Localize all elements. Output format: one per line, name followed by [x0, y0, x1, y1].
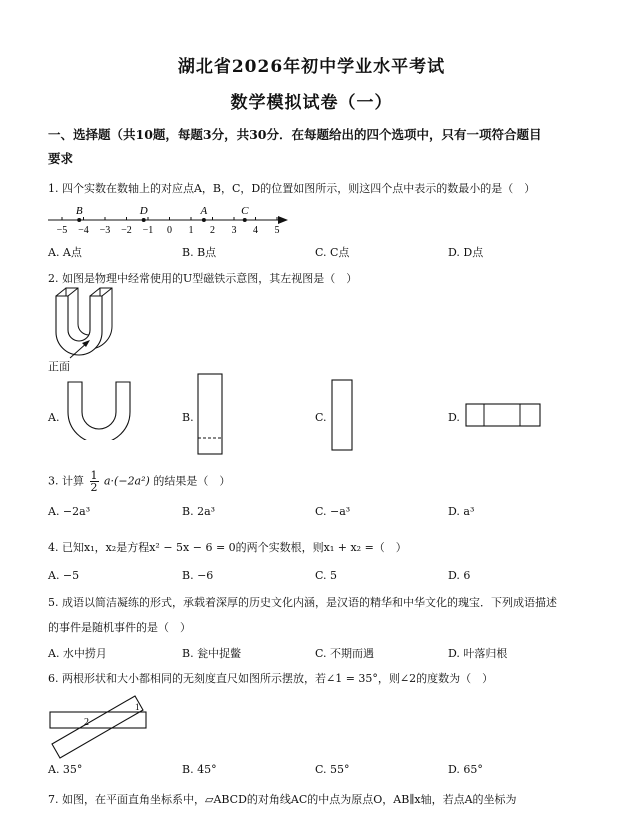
- option-c-rectangle[interactable]: [330, 378, 356, 454]
- question-7-stem: 7. 如图，在平面直角坐标系中，▱ABCD的对角线AC的中点为原点O，AB∥x轴，若点A的坐标为: [48, 793, 517, 806]
- q2-option-d-letter[interactable]: D.: [448, 411, 460, 424]
- q1-option-d[interactable]: D. D点: [448, 246, 484, 259]
- q4-option-c[interactable]: C. 5: [315, 569, 338, 582]
- q2-option-c-letter[interactable]: C.: [315, 411, 327, 424]
- axis-tick-label: −3: [99, 225, 111, 236]
- q2-option-b-letter[interactable]: B.: [182, 411, 194, 424]
- axis-arrow: [278, 216, 288, 224]
- point-d: [142, 218, 146, 222]
- section-heading-cont: 要求: [48, 151, 74, 166]
- q6-option-d[interactable]: D. 65°: [448, 763, 483, 776]
- q6-option-b[interactable]: B. 45°: [182, 763, 217, 776]
- q6-option-c[interactable]: C. 55°: [315, 763, 350, 776]
- q5-option-a[interactable]: A. 水中捞月: [48, 647, 107, 660]
- option-a-u-shape[interactable]: [64, 378, 134, 440]
- q3-option-b[interactable]: B. 2a³: [182, 505, 216, 518]
- q5-option-d[interactable]: D. 叶落归根: [448, 647, 508, 660]
- point-label-c: C: [241, 205, 249, 217]
- page-subtitle: 数学模拟试卷（一）: [230, 93, 393, 113]
- option-d-three-cells[interactable]: [464, 402, 544, 430]
- front-view-label: 正面: [48, 360, 70, 373]
- q1-option-a[interactable]: A. A点: [48, 246, 82, 259]
- q4-option-b[interactable]: B. −6: [182, 569, 214, 582]
- q5-option-c[interactable]: C. 不期而遇: [315, 647, 375, 660]
- point-c: [243, 218, 247, 222]
- q1-option-b[interactable]: B. B点: [182, 246, 217, 259]
- axis-tick-label: 0: [167, 225, 172, 236]
- question-2-stem: 2. 如图是物理中经常使用的U型磁铁示意图，其左视图是（ ）: [48, 272, 358, 285]
- page-title: 湖北省2026年初中学业水平考试: [177, 57, 446, 77]
- q1-option-c[interactable]: C. C点: [315, 246, 350, 259]
- q3-option-c[interactable]: C. −a³: [315, 505, 351, 518]
- axis-tick-label: 5: [274, 225, 280, 236]
- question-1-stem: 1. 四个实数在数轴上的对应点A，B，C，D的位置如图所示，则这四个点中表示的数最小的是（ ）: [48, 182, 536, 195]
- q3-option-a[interactable]: A. −2a³: [48, 505, 91, 518]
- fraction-numerator: 1: [90, 469, 98, 482]
- q4-option-d[interactable]: D. 6: [448, 569, 471, 582]
- section-heading: 一、选择题（共10题，每题3分，共30分．在每题给出的四个选项中，只有一项符合题目: [48, 127, 542, 142]
- point-label-a: A: [200, 205, 208, 217]
- q4-option-a[interactable]: A. −5: [48, 569, 80, 582]
- axis-tick-label: −4: [78, 225, 89, 236]
- question-6-stem: 6. 两根形状和大小都相同的无刻度直尺如图所示摆放，若∠1 = 35°，则∠2的度数为（ ）: [48, 672, 494, 685]
- angle-2-label: 2: [84, 717, 89, 728]
- question-5-stem-cont: 的事件是随机事件的是（ ）: [48, 621, 191, 634]
- question-3-stem: [48, 470, 230, 493]
- number-line-figure: [44, 196, 294, 240]
- two-rulers-figure: [46, 692, 152, 764]
- angle-1-label: 1: [135, 702, 140, 712]
- point-label-b: B: [75, 205, 83, 217]
- point-b: [77, 218, 81, 222]
- q3-expression: a·(−2a²): [104, 474, 150, 488]
- axis-tick-label: 3: [231, 225, 237, 236]
- u-magnet-figure: [48, 284, 128, 360]
- axis-tick-label: 2: [210, 225, 215, 236]
- q3-prefix: 3. 计算: [48, 474, 84, 488]
- q3-suffix: 的结果是（ ）: [153, 474, 231, 488]
- question-5-stem: 5. 成语以简洁凝练的形式，承载着深厚的历史文化内涵，是汉语的精华和中华文化的瑰宝．下列成语描述: [48, 596, 557, 609]
- option-b-rectangle-dashed[interactable]: [196, 372, 226, 458]
- question-4-stem: 4. 已知x₁，x₂是方程x² − 5x − 6 = 0的两个实数根，则x₁ + x₂ =（ ）: [48, 541, 407, 554]
- q2-option-a-letter[interactable]: A.: [48, 411, 60, 424]
- axis-tick-label: −2: [121, 225, 132, 236]
- axis-tick-label: −1: [142, 225, 154, 236]
- axis-tick-label: 4: [253, 225, 258, 236]
- q3-fraction: [90, 470, 99, 493]
- point-a: [202, 218, 206, 222]
- q6-option-a[interactable]: A. 35°: [48, 763, 83, 776]
- fraction-denominator: 2: [90, 481, 98, 494]
- point-label-d: D: [139, 205, 148, 217]
- q5-option-b[interactable]: B. 瓮中捉鳖: [182, 647, 242, 660]
- axis-tick-label: −5: [56, 225, 68, 236]
- q3-option-d[interactable]: D. a³: [448, 505, 475, 518]
- axis-tick-label: 1: [188, 225, 194, 236]
